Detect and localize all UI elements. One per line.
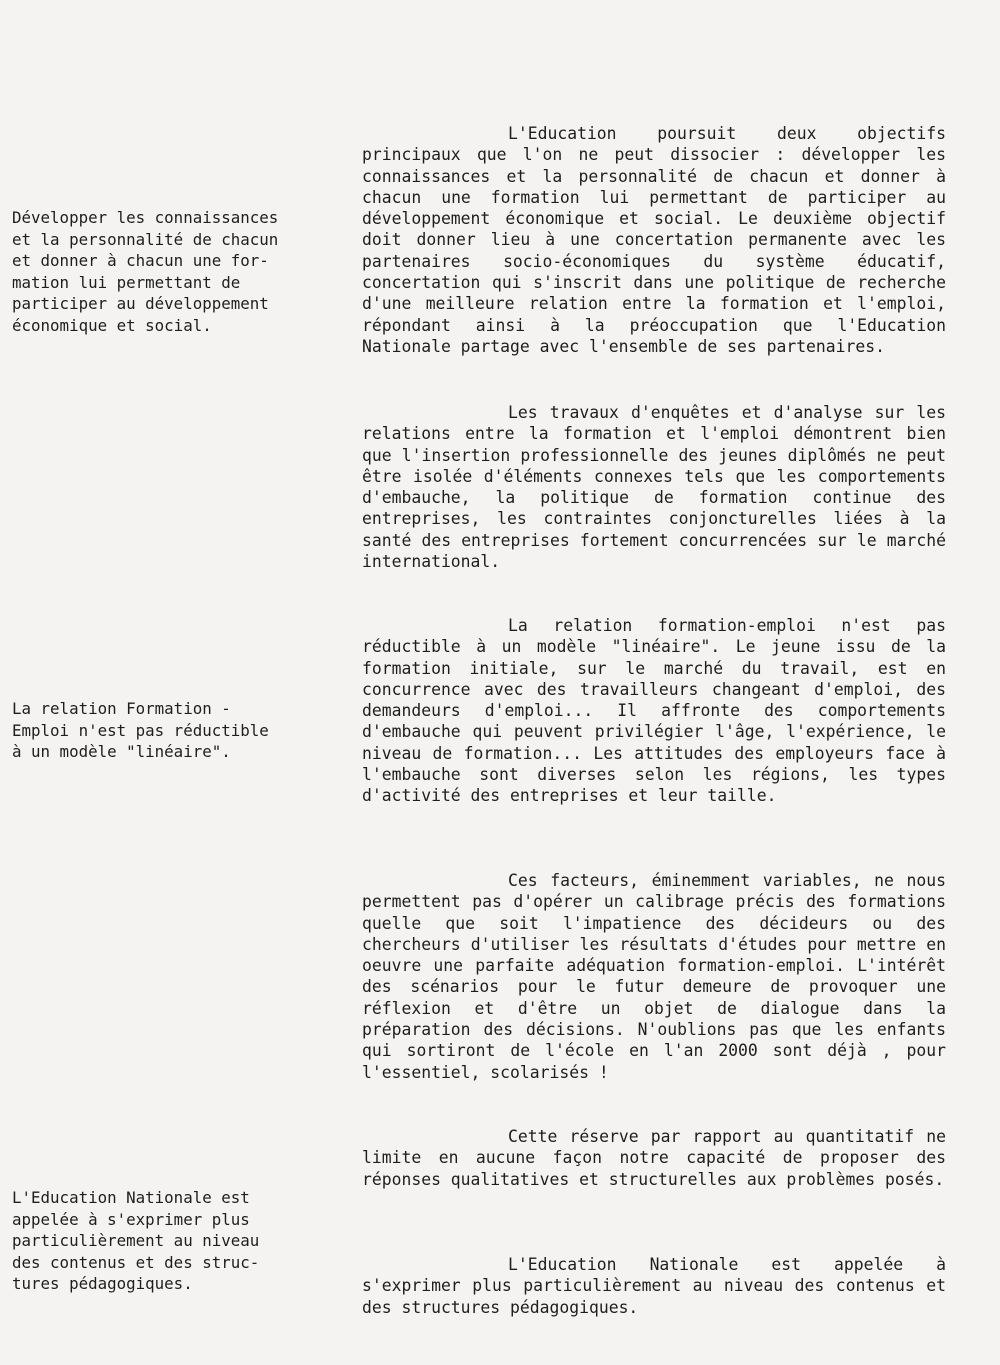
margin-note-linear-model: La relation Formation - Emploi n'est pas réductible à un modèle "linéaire". — [12, 699, 269, 761]
paragraph-objectives: L'Education poursuit deux objectifs principaux que l'on ne peut dissocier : développer les connaissances et la personnalité de chacun et donner à chacun une formation lui permettant de participer au développement économique et social. Le deuxième objectif doit donner lieu à une concertation permanente avec les partenaires socio-économiques du système éducatif, concertation qui s'inscrit dans une politique de recherche d'une meilleure relation entre la formation et l'emploi, répondant ainsi à la préoccupation que l'Education Nationale partage avec l'ensemble de ses partenaires. — [362, 124, 946, 356]
paragraph-reserve: Cette réserve par rapport au quantitatif ne limite en aucune façon notre capacité de proposer des réponses qualitatives et structurelles aux problèmes posés. — [362, 1127, 946, 1189]
paragraph-factors: Ces facteurs, éminemment variables, ne nous permettent pas d'opérer un calibrage précis des formations quelle que soit l'impatience des décideurs ou des chercheurs d'utiliser les résultats d'études pour mettre en oeuvre une parfaite adéquation formation-emploi. L'intérêt des scénarios pour le futur demeure de provoquer une réflexion et d'être un objet de dialogue dans la préparation des décisions. N'oublions pas que les enfants qui sortiront de l'école en l'an 2000 sont déjà , pour l'essentiel, scolarisés ! — [362, 871, 946, 1082]
paragraph-surveys: Les travaux d'enquêtes et d'analyse sur les relations entre la formation et l'emploi démontrent bien que l'insertion professionnelle des jeunes diplômés ne peut être isolée d'éléments connexes tels que les comportements d'embauche, la politique de formation continue des entreprises, les contraintes conjoncturelles liées à la santé des entreprises fortement concurrencées sur le marché international. — [362, 403, 946, 572]
paragraph-linear-model: La relation formation-emploi n'est pas réductible à un modèle "linéaire". Le jeune issu de la formation initiale, sur le marché du travail, est en concurrence avec des travailleurs changeant d'emploi, des demandeurs d'emploi... Il affronte des comportements d'embauche qui peuvent privilégier l'âge, l'expérience, le niveau de formation... Les attitudes des employeurs face à l'embauche sont diverses selon les régions, les types d'activité des entreprises et leur taille. — [362, 616, 946, 806]
margin-note-contents: L'Education Nationale est appelée à s'exprimer plus particulièrement au niveau des contenus et des struc- tures pédagogiques. — [12, 1188, 260, 1293]
paragraph-national-education: L'Education Nationale est appelée à s'exprimer plus particulièrement au niveau des contenus et des structures pédagogiques. — [362, 1255, 946, 1317]
margin-note-objectives: Développer les connaissances et la personnalité de chacun et donner à chacun une for- mation lui permettant de participer au développement économique et social. — [12, 208, 279, 335]
